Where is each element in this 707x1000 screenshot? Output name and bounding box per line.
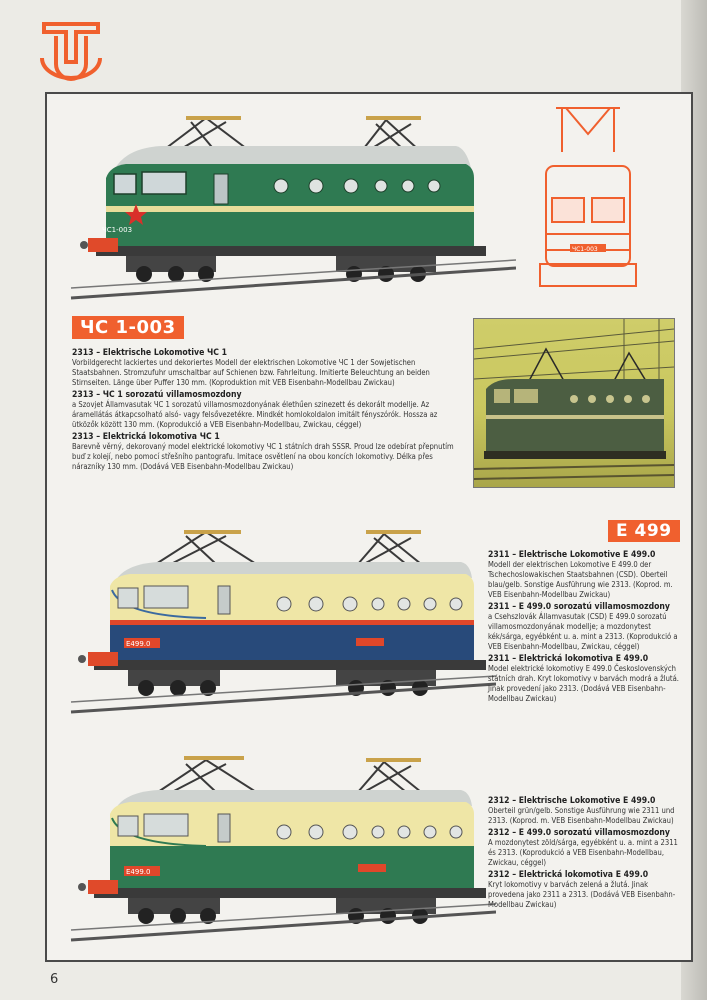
para-title: 2313 – ЧС 1 sorozatú villamosmozdony xyxy=(72,390,242,400)
para-body: Vorbildgerecht lackiertes und dekoriertes Modell der elektrischen Lokomotive ЧС 1 der Sowjetischen Staatsbahnen. Stromzufuhr umschaltbar auf Schienen bzw. Fahrleitung. Imitierte Beleuchtung an beiden Stirnseiten. Länge über Puffer 130 mm. (Koproduktion mit VEB Eisenbahn-Modellbau Zwickau) xyxy=(72,358,430,387)
description-e499-blue xyxy=(488,548,682,706)
description-e499-green xyxy=(488,794,682,912)
model-label-chs1: ЧС 1-003 xyxy=(72,316,184,339)
para-body: Barevně věrný, dekorovaný model elektrické lokomotivy ЧС 1 státních drah SSSR. Proud lze odebírat přepnutím buď z kolejí, nebo pomocí střešního pantografu. Imitace osvětlení na obou koncích lokomotivy. Délka přes nárazníky 130 mm. (Dodává VEB Eisenbahn-Modellbau Zwickau) xyxy=(72,442,454,471)
para-title: 2311 – Elektrische Lokomotive E 499.0 xyxy=(488,550,656,560)
para-title: 2311 – E 499.0 sorozatú villamosmozdony xyxy=(488,602,670,612)
para-body: Oberteil grün/gelb. Sonstige Ausführung wie 2311 und 2313. (Koprod. m. VEB Eisenbahn-Modellbau Zwickau) xyxy=(488,806,675,825)
brand-logo xyxy=(38,18,104,86)
para-body: Kryt lokomotivy v barvách zelená a žlutá. Jinak provedena jako 2311 a 2313. (Dodává VEB Eisenbahn-Modellbau Zwickau) xyxy=(488,880,676,909)
para-title: 2312 – Elektrická lokomotiva E 499.0 xyxy=(488,870,649,880)
loco-number-e499-green: E499.0 xyxy=(126,868,151,876)
locomotive-e499-green-illustration xyxy=(66,748,496,948)
para-body: Model elektrické lokomotivy E 499.0 Československých státních drah. Kryt lokomotivy v barvách modrá a žlutá. Jinak provedení jako 2313. (Dodává VEB Eisenbahn-Modellbau Zwickau) xyxy=(488,664,679,703)
para-title: 2312 – Elektrische Lokomotive E 499.0 xyxy=(488,796,656,806)
para-body: a Csehszlovák Államvasutak (CSD) E 499.0 sorozatú villamosmozdonyának modellje; a mozdonytest kék/sárga, egyébként u. a. mint a 2313. (Koprodukció a VEB Eisenbahn-Modellbau, Zwickau, céggel) xyxy=(488,612,678,651)
locomotive-front-view-drawing xyxy=(536,104,640,294)
locomotive-e499-blue-illustration xyxy=(66,520,496,720)
para-title: 2313 – Elektrická lokomotiva ЧС 1 xyxy=(72,432,220,442)
para-body: Modell der elektrischen Lokomotive E 499.0 der Tschechoslowakischen Staatsbahnen (CSD). Oberteil blau/gelb. Sonstige Ausführung wie 2313. (Koprod. m. VEB Eisenbahn-Modellbau Zwickau) xyxy=(488,560,673,599)
front-plate-number: ЧС1-003 xyxy=(572,246,598,253)
loco-number-chs1: ЧС1-003 xyxy=(102,226,133,234)
para-title: 2313 – Elektrische Lokomotive ЧС 1 xyxy=(72,348,228,358)
locomotive-photo xyxy=(473,318,675,488)
para-body: a Szovjet Államvasutak ЧС 1 sorozatú villamosmozdonyának élethűen szinezett és dekorált modellje. Az áramellátás átkapcsolható alsó- vagy felsővezetékre. Mindkét homlokoldalon imitált fényszórók. Hossza az ütközők között 130 mm. (Koprodukció a VEB Eisenbahn-Modellbau, Zwickau, céggel) xyxy=(72,400,438,429)
locomotive-chs1-illustration xyxy=(66,108,516,308)
loco-number-e499-blue: E499.0 xyxy=(126,640,151,648)
para-title: 2311 – Elektrická lokomotiva E 499.0 xyxy=(488,654,649,664)
para-title: 2312 – E 499.0 sorozatú villamosmozdony xyxy=(488,828,670,838)
description-chs1 xyxy=(72,346,462,474)
model-label-e499: E 499 xyxy=(608,520,680,542)
para-body: A mozdonytest zöld/sárga, egyébként u. a. mint a 2311 és 2313. (Koprodukció a VEB Eisenbahn-Modellbau, Zwickau, céggel) xyxy=(488,838,678,867)
page-number: 6 xyxy=(50,972,59,987)
